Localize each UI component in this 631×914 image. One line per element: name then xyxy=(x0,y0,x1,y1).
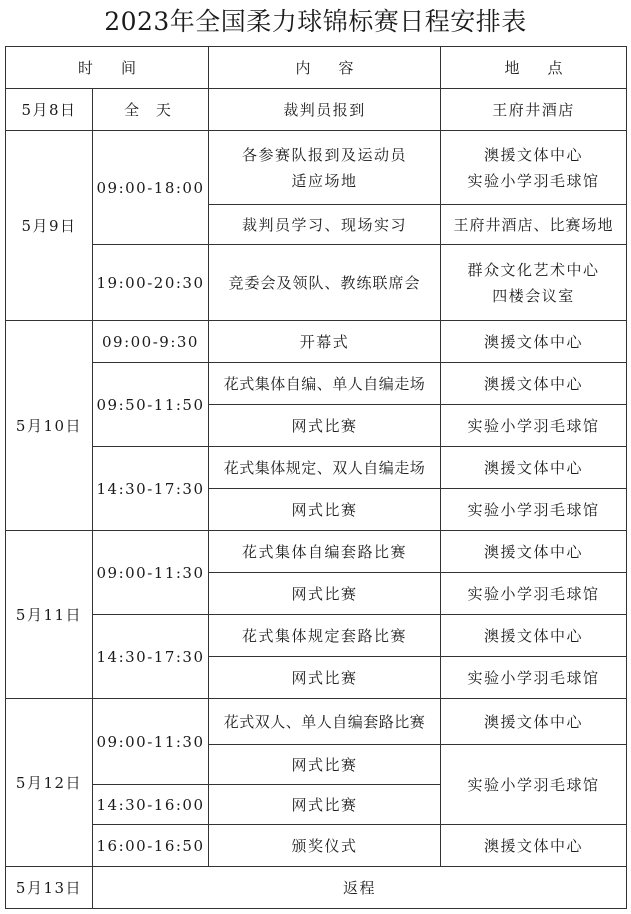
table-row xyxy=(6,531,627,573)
time-cell: 09:00-11:30 xyxy=(93,699,209,785)
location-line: 实验小学羽毛球馆 xyxy=(467,171,600,190)
content-cell: 裁判员报到 xyxy=(209,89,441,131)
date-cell: 5月8日 xyxy=(6,89,93,131)
location-line: 四楼会议室 xyxy=(492,286,575,305)
time-cell: 14:30-17:30 xyxy=(93,615,209,699)
content-cell: 网式比赛 xyxy=(209,489,441,531)
header-time xyxy=(6,47,209,89)
header-location-char-1: 地 xyxy=(504,58,520,77)
content-cell: 花式集体自编、单人自编走场 xyxy=(209,363,441,405)
content-cell: 网式比赛 xyxy=(209,405,441,447)
header-time-char-2: 间 xyxy=(121,58,137,77)
location-cell: 澳援文体中心 xyxy=(441,321,627,363)
table-row xyxy=(6,321,627,363)
date-cell: 5月13日 xyxy=(6,867,93,909)
table-row xyxy=(6,363,627,405)
date-cell: 5月12日 xyxy=(6,699,93,867)
page-title: 2023年全国柔力球锦标赛日程安排表 xyxy=(104,7,527,36)
location-cell: 王府井酒店 xyxy=(441,89,627,131)
content-cell xyxy=(209,131,441,205)
date-cell: 5月11日 xyxy=(6,531,93,699)
content-cell: 网式比赛 xyxy=(209,657,441,699)
content-cell: 网式比赛 xyxy=(209,745,441,785)
schedule-table xyxy=(5,46,627,909)
location-cell: 澳援文体中心 xyxy=(441,531,627,573)
header-location-char-2: 点 xyxy=(547,58,563,77)
time-cell: 14:30-17:30 xyxy=(93,447,209,531)
location-line: 澳援文体中心 xyxy=(483,145,583,164)
content-cell: 开幕式 xyxy=(209,321,441,363)
time-cell: 09:00-18:00 xyxy=(93,131,209,245)
content-cell: 颁奖仪式 xyxy=(209,825,441,867)
content-cell: 花式集体规定套路比赛 xyxy=(209,615,441,657)
location-cell xyxy=(441,245,627,321)
header-row xyxy=(6,47,627,89)
table-row xyxy=(6,89,627,131)
content-cell: 花式双人、单人自编套路比赛 xyxy=(209,699,441,745)
header-content-char-1: 内 xyxy=(295,58,311,77)
header-content xyxy=(209,47,441,89)
table-row xyxy=(6,699,627,745)
location-cell: 王府井酒店、比赛场地 xyxy=(441,205,627,245)
location-cell: 澳援文体中心 xyxy=(441,825,627,867)
content-line: 适应场地 xyxy=(291,171,358,190)
content-line: 各参赛队报到及运动员 xyxy=(241,145,407,164)
time-cell: 19:00-20:30 xyxy=(93,245,209,321)
time-cell: 09:00-9:30 xyxy=(93,321,209,363)
time-cell: 09:50-11:50 xyxy=(93,363,209,447)
location-cell: 澳援文体中心 xyxy=(441,447,627,489)
table-row xyxy=(6,131,627,205)
date-cell: 5月10日 xyxy=(6,321,93,531)
date-cell: 5月9日 xyxy=(6,131,93,321)
table-row xyxy=(6,615,627,657)
table-row xyxy=(6,867,627,909)
location-cell: 实验小学羽毛球馆 xyxy=(441,405,627,447)
location-cell: 实验小学羽毛球馆 xyxy=(441,573,627,615)
time-cell: 全 天 xyxy=(93,89,209,131)
location-cell: 实验小学羽毛球馆 xyxy=(441,489,627,531)
location-cell: 实验小学羽毛球馆 xyxy=(441,745,627,825)
location-cell: 澳援文体中心 xyxy=(441,615,627,657)
table-row xyxy=(6,447,627,489)
time-cell: 16:00-16:50 xyxy=(93,825,209,867)
content-cell: 网式比赛 xyxy=(209,785,441,825)
content-cell: 竞委会及领队、教练联席会 xyxy=(209,245,441,321)
location-cell: 澳援文体中心 xyxy=(441,699,627,745)
location-cell: 实验小学羽毛球馆 xyxy=(441,657,627,699)
table-row xyxy=(6,825,627,867)
time-cell: 09:00-11:30 xyxy=(93,531,209,615)
header-time-char-1: 时 xyxy=(77,58,93,77)
content-cell: 网式比赛 xyxy=(209,573,441,615)
content-cell: 花式集体规定、双人自编走场 xyxy=(209,447,441,489)
content-cell: 裁判员学习、现场实习 xyxy=(209,205,441,245)
table-row xyxy=(6,245,627,321)
content-cell: 返程 xyxy=(93,867,627,909)
location-cell xyxy=(441,131,627,205)
header-content-char-2: 容 xyxy=(338,58,354,77)
location-line: 群众文化艺术中心 xyxy=(467,260,600,279)
time-cell: 14:30-16:00 xyxy=(93,785,209,825)
location-cell: 澳援文体中心 xyxy=(441,363,627,405)
content-cell: 花式集体自编套路比赛 xyxy=(209,531,441,573)
header-location xyxy=(441,47,627,89)
